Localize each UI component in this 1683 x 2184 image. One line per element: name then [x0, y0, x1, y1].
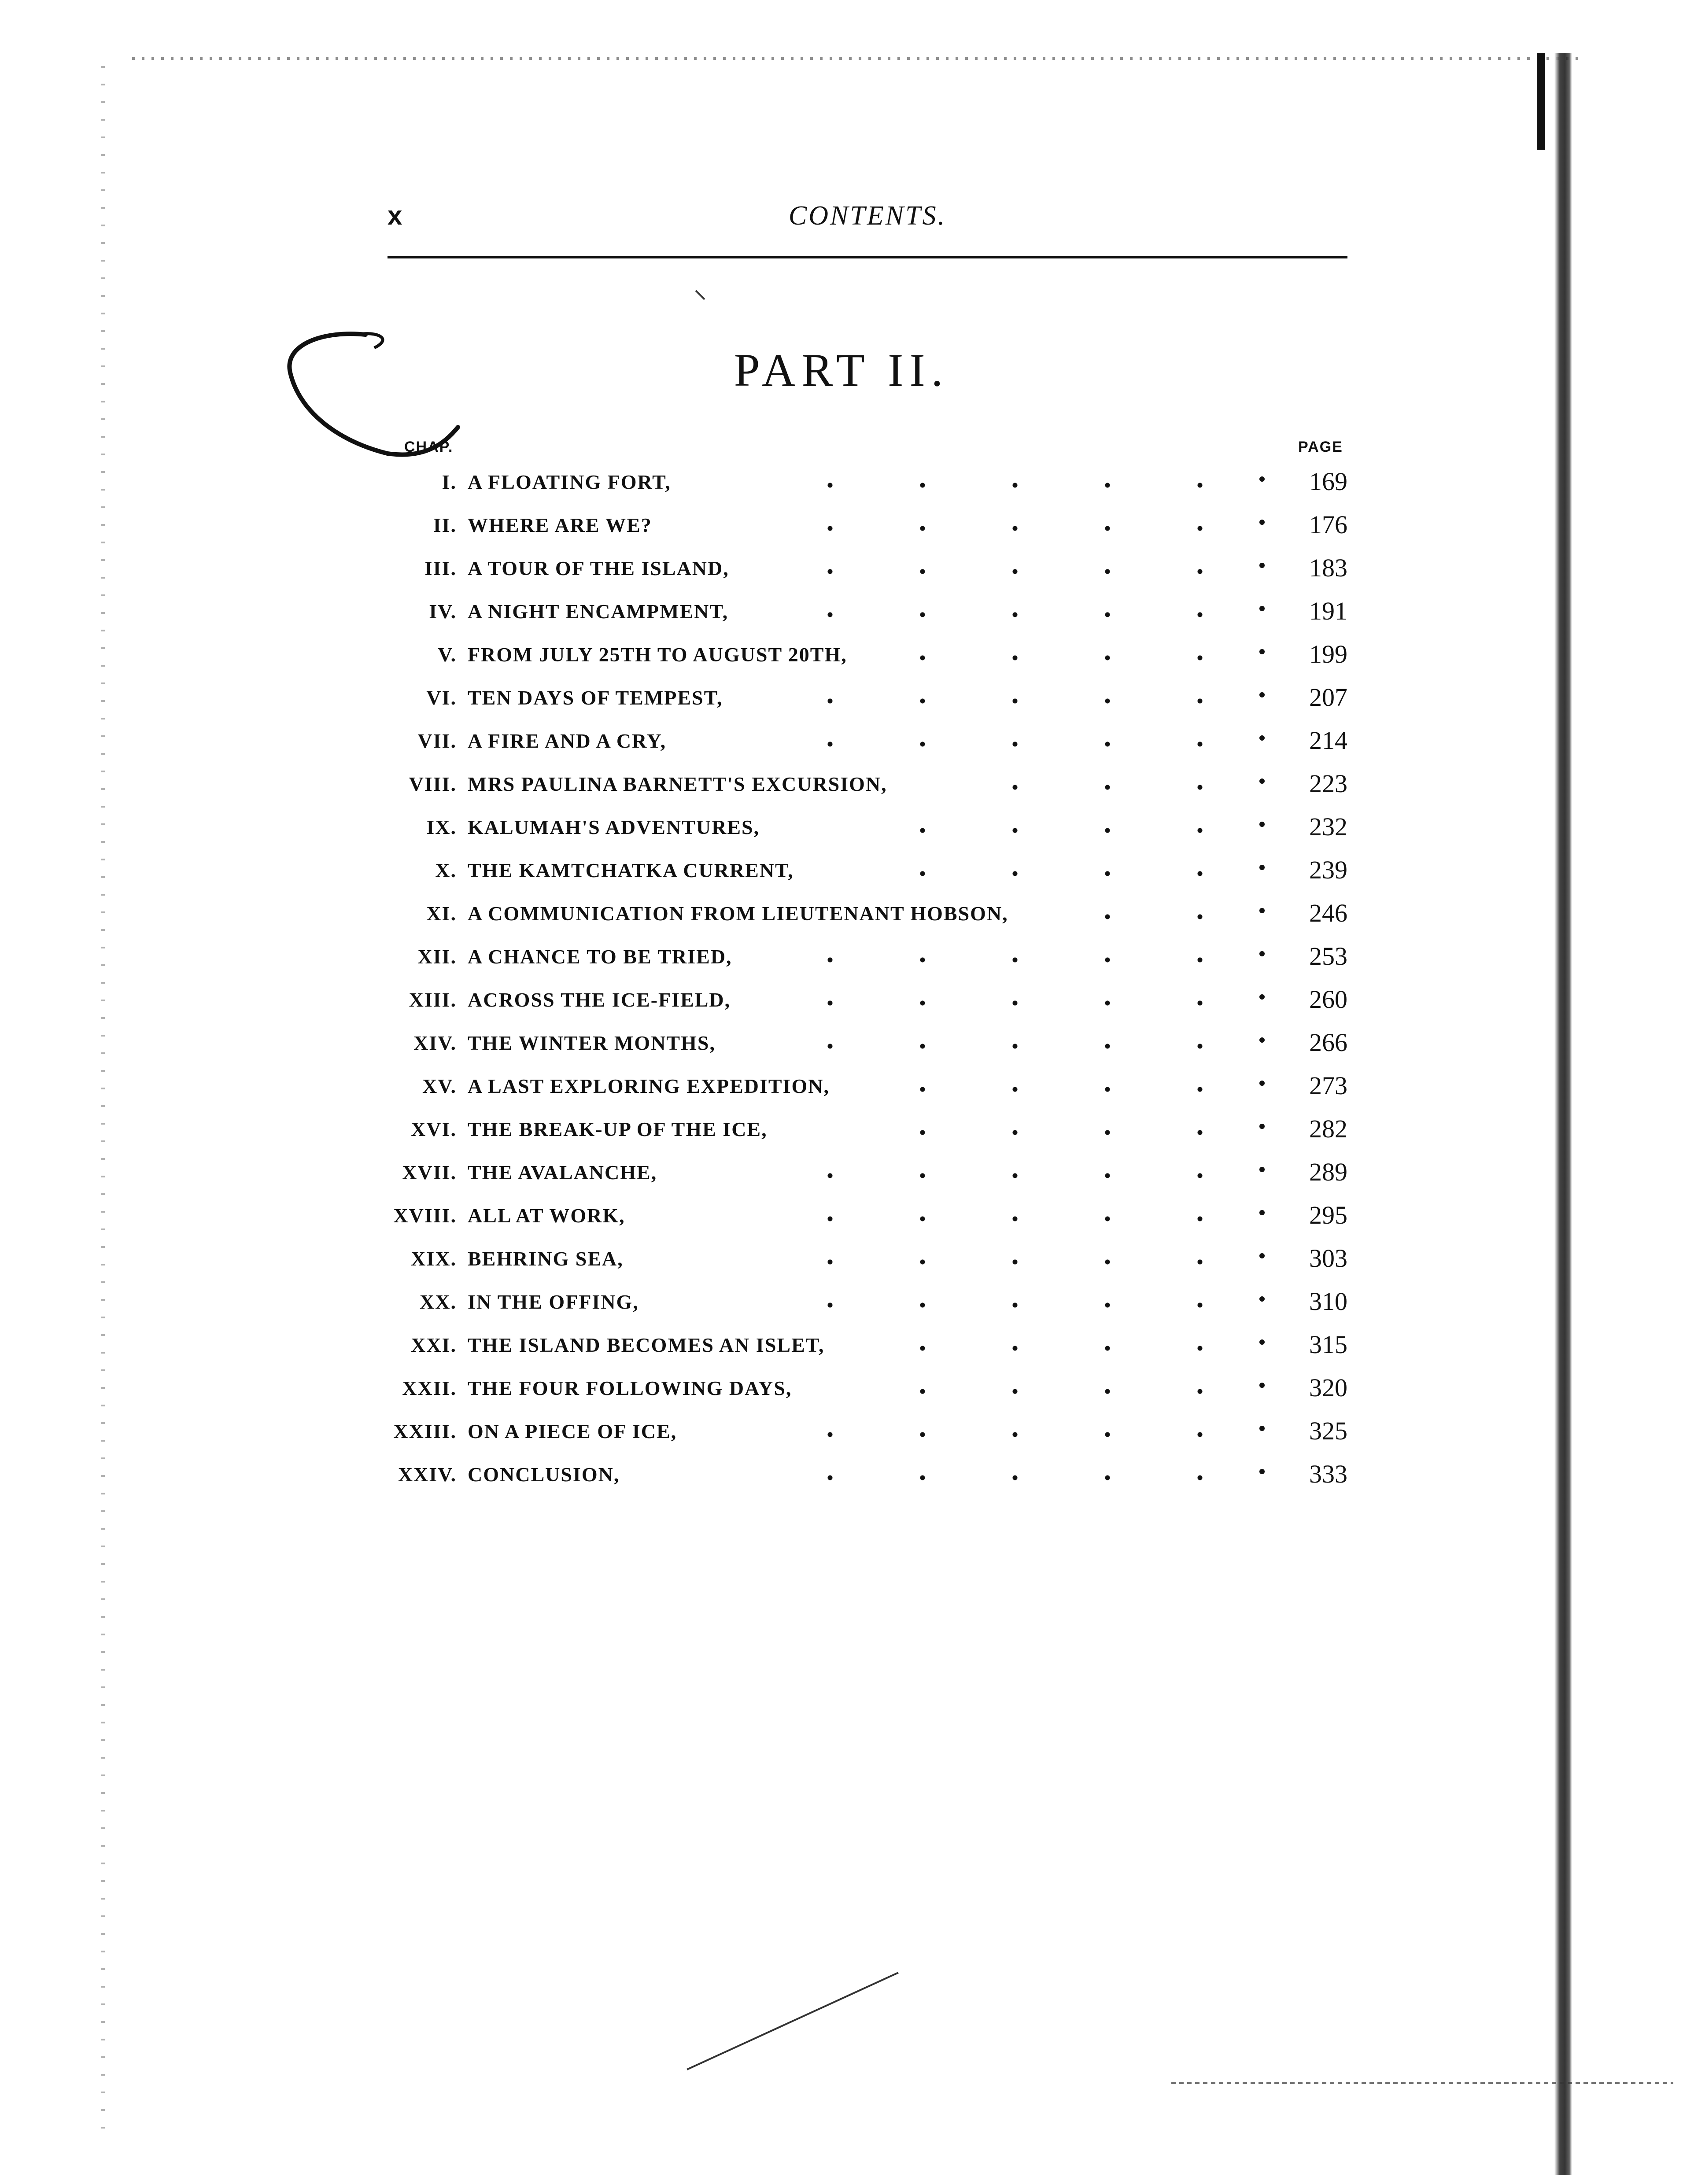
chapter-title: KALUMAH'S ADVENTURES, — [468, 816, 760, 838]
chapter-title: THE KAMTCHATKA CURRENT, — [468, 859, 794, 882]
dot-leader — [784, 1426, 1251, 1443]
chapter-number: XVIII. — [393, 1204, 457, 1227]
chapter-number: XIX. — [411, 1247, 457, 1270]
leader-end-dot — [1259, 1081, 1265, 1086]
running-title: CONTENTS. — [788, 201, 947, 231]
scan-top-edge — [132, 57, 1585, 60]
page-number-ref: 282 — [1309, 1114, 1347, 1143]
toc-entry — [0, 639, 1683, 682]
chapter-number: X. — [435, 859, 457, 882]
page-number-ref: 183 — [1309, 553, 1347, 582]
dot-leader — [784, 1037, 1251, 1055]
leader-end-dot — [1259, 1210, 1265, 1215]
toc-entry — [0, 1416, 1683, 1459]
chapter-column-label: CHAP. — [404, 439, 454, 455]
toc-entry — [0, 769, 1683, 812]
toc-entry — [0, 467, 1683, 510]
chapter-number: III. — [424, 557, 457, 579]
toc-entry — [0, 596, 1683, 639]
leader-end-dot — [1259, 606, 1265, 611]
leader-end-dot — [1259, 692, 1265, 697]
dot-leader — [876, 1383, 1251, 1400]
page-number: x — [388, 201, 402, 230]
chapter-title: TEN DAYS OF TEMPEST, — [468, 686, 723, 709]
dot-leader — [784, 476, 1251, 494]
leader-end-dot — [1259, 1426, 1265, 1431]
chapter-title: CONCLUSION, — [468, 1463, 620, 1486]
page-number-ref: 333 — [1309, 1460, 1347, 1488]
page-number-ref: 223 — [1309, 769, 1347, 798]
toc-entry — [0, 985, 1683, 1028]
toc-entry — [0, 510, 1683, 553]
leader-end-dot — [1259, 735, 1265, 741]
page-number-ref: 199 — [1309, 640, 1347, 668]
dot-leader — [876, 1339, 1251, 1357]
chapter-title: THE AVALANCHE, — [468, 1161, 657, 1184]
chapter-title: THE BREAK-UP OF THE ICE, — [468, 1118, 768, 1140]
page-number-ref: 266 — [1309, 1028, 1347, 1057]
toc-entry — [0, 1459, 1683, 1502]
page-number-ref: 289 — [1309, 1158, 1347, 1186]
toc-entry — [0, 1071, 1683, 1114]
header-rule — [388, 256, 1347, 258]
dot-leader — [876, 865, 1251, 882]
dot-leader — [876, 649, 1251, 667]
dot-leader — [784, 1469, 1251, 1487]
page-number-ref: 191 — [1309, 597, 1347, 625]
toc-entry — [0, 941, 1683, 985]
dot-leader — [784, 994, 1251, 1012]
chapter-title: A TOUR OF THE ISLAND, — [468, 557, 729, 579]
dot-leader — [784, 1167, 1251, 1184]
page-number-ref: 169 — [1309, 467, 1347, 496]
page-number-ref: 320 — [1309, 1373, 1347, 1402]
toc-entry — [0, 1200, 1683, 1243]
chapter-number: XI. — [426, 902, 457, 925]
page-column-label: PAGE — [1298, 439, 1343, 455]
page-number-ref: 239 — [1309, 856, 1347, 884]
dot-leader — [969, 778, 1251, 796]
chapter-title: A NIGHT ENCAMPMENT, — [468, 600, 729, 623]
page-number-ref: 295 — [1309, 1201, 1347, 1229]
dot-leader — [784, 692, 1251, 710]
chapter-number: XX. — [420, 1291, 457, 1313]
chapter-title: A FIRE AND A CRY, — [468, 730, 667, 752]
chapter-title: ON A PIECE OF ICE, — [468, 1420, 677, 1442]
chapter-number: VII. — [417, 730, 457, 752]
toc-entry — [0, 1243, 1683, 1287]
leader-end-dot — [1259, 778, 1265, 784]
dot-leader — [1061, 908, 1251, 926]
chapter-number: IV. — [429, 600, 457, 623]
page-number-ref: 315 — [1309, 1330, 1347, 1359]
page-number-ref: 207 — [1309, 683, 1347, 712]
chapter-title: FROM JULY 25TH TO AUGUST 20TH, — [468, 643, 847, 666]
page-number-ref: 325 — [1309, 1417, 1347, 1445]
scan-right-mark — [1537, 53, 1545, 150]
toc-entry — [0, 1028, 1683, 1071]
dot-leader — [784, 563, 1251, 580]
toc-entry — [0, 898, 1683, 941]
leader-end-dot — [1259, 951, 1265, 956]
chapter-title: A CHANCE TO BE TRIED, — [468, 945, 732, 968]
dot-leader — [784, 951, 1251, 969]
chapter-number: XVI. — [411, 1118, 457, 1140]
page-number-ref: 253 — [1309, 942, 1347, 970]
chapter-number: XXI. — [411, 1334, 457, 1356]
chapter-number: VIII. — [409, 773, 457, 795]
chapter-number: XXIV. — [398, 1463, 457, 1486]
chapter-number: II. — [433, 514, 457, 536]
chapter-title: A FLOATING FORT, — [468, 471, 671, 493]
chapter-number: XIII. — [409, 989, 457, 1011]
toc-entry — [0, 553, 1683, 596]
chapter-number: XII. — [417, 945, 457, 968]
dot-leader — [784, 1253, 1251, 1271]
leader-end-dot — [1259, 1296, 1265, 1302]
chapter-title: THE ISLAND BECOMES AN ISLET, — [468, 1334, 825, 1356]
leader-end-dot — [1259, 994, 1265, 1000]
leader-end-dot — [1259, 1253, 1265, 1258]
page-number-ref: 310 — [1309, 1287, 1347, 1316]
chapter-title: THE WINTER MONTHS, — [468, 1032, 716, 1054]
chapter-number: VI. — [426, 686, 457, 709]
running-header — [388, 200, 1347, 236]
toc-entry — [0, 1287, 1683, 1330]
page-number-ref: 303 — [1309, 1244, 1347, 1273]
toc-entry — [0, 1114, 1683, 1157]
chapter-title: A LAST EXPLORING EXPEDITION, — [468, 1075, 830, 1097]
leader-end-dot — [1259, 520, 1265, 525]
chapter-number: IX. — [426, 816, 457, 838]
page-number-ref: 232 — [1309, 812, 1347, 841]
chapter-title: THE FOUR FOLLOWING DAYS, — [468, 1377, 792, 1399]
leader-end-dot — [1259, 649, 1265, 654]
chapter-number: XV. — [422, 1075, 457, 1097]
chapter-title: ACROSS THE ICE-FIELD, — [468, 989, 731, 1011]
leader-end-dot — [1259, 1339, 1265, 1345]
leader-end-dot — [1259, 476, 1265, 482]
toc-entry — [0, 682, 1683, 726]
dot-leader — [876, 1081, 1251, 1098]
leader-end-dot — [1259, 1383, 1265, 1388]
dot-leader — [784, 1210, 1251, 1228]
page-number-ref: 246 — [1309, 899, 1347, 927]
toc-entry — [0, 1330, 1683, 1373]
leader-end-dot — [1259, 1037, 1265, 1043]
toc-entry — [0, 855, 1683, 898]
dot-leader — [876, 822, 1251, 839]
chapter-number: XXIII. — [393, 1420, 457, 1442]
chapter-title: MRS PAULINA BARNETT'S EXCURSION, — [468, 773, 887, 795]
chapter-number: V. — [438, 643, 457, 666]
dot-leader — [784, 520, 1251, 537]
leader-end-dot — [1259, 822, 1265, 827]
dot-leader — [784, 735, 1251, 753]
leader-end-dot — [1259, 865, 1265, 870]
chapter-title: BEHRING SEA, — [468, 1247, 624, 1270]
leader-end-dot — [1259, 1167, 1265, 1172]
page-number-ref: 260 — [1309, 985, 1347, 1014]
chapter-number: XVII. — [402, 1161, 457, 1184]
toc-entry — [0, 726, 1683, 769]
leader-end-dot — [1259, 1469, 1265, 1474]
page-number-ref: 214 — [1309, 726, 1347, 755]
chapter-title: IN THE OFFING, — [468, 1291, 639, 1313]
dot-leader — [876, 1124, 1251, 1141]
leader-end-dot — [1259, 908, 1265, 913]
toc-entry — [0, 1373, 1683, 1416]
part-title: PART II. — [734, 344, 949, 396]
chapter-number: I. — [442, 471, 457, 493]
dot-leader — [784, 606, 1251, 623]
chapter-number: XIV. — [413, 1032, 457, 1054]
page-number-ref: 176 — [1309, 510, 1347, 539]
chapter-title: ALL AT WORK, — [468, 1204, 625, 1227]
toc-entry — [0, 1157, 1683, 1200]
dot-leader — [784, 1296, 1251, 1314]
toc-entry — [0, 812, 1683, 855]
chapter-title: A COMMUNICATION FROM LIEUTENANT HOBSON, — [468, 902, 1008, 925]
page-number-ref: 273 — [1309, 1071, 1347, 1100]
chapter-title: WHERE ARE WE? — [468, 514, 652, 536]
leader-end-dot — [1259, 1124, 1265, 1129]
chapter-number: XXII. — [402, 1377, 457, 1399]
leader-end-dot — [1259, 563, 1265, 568]
